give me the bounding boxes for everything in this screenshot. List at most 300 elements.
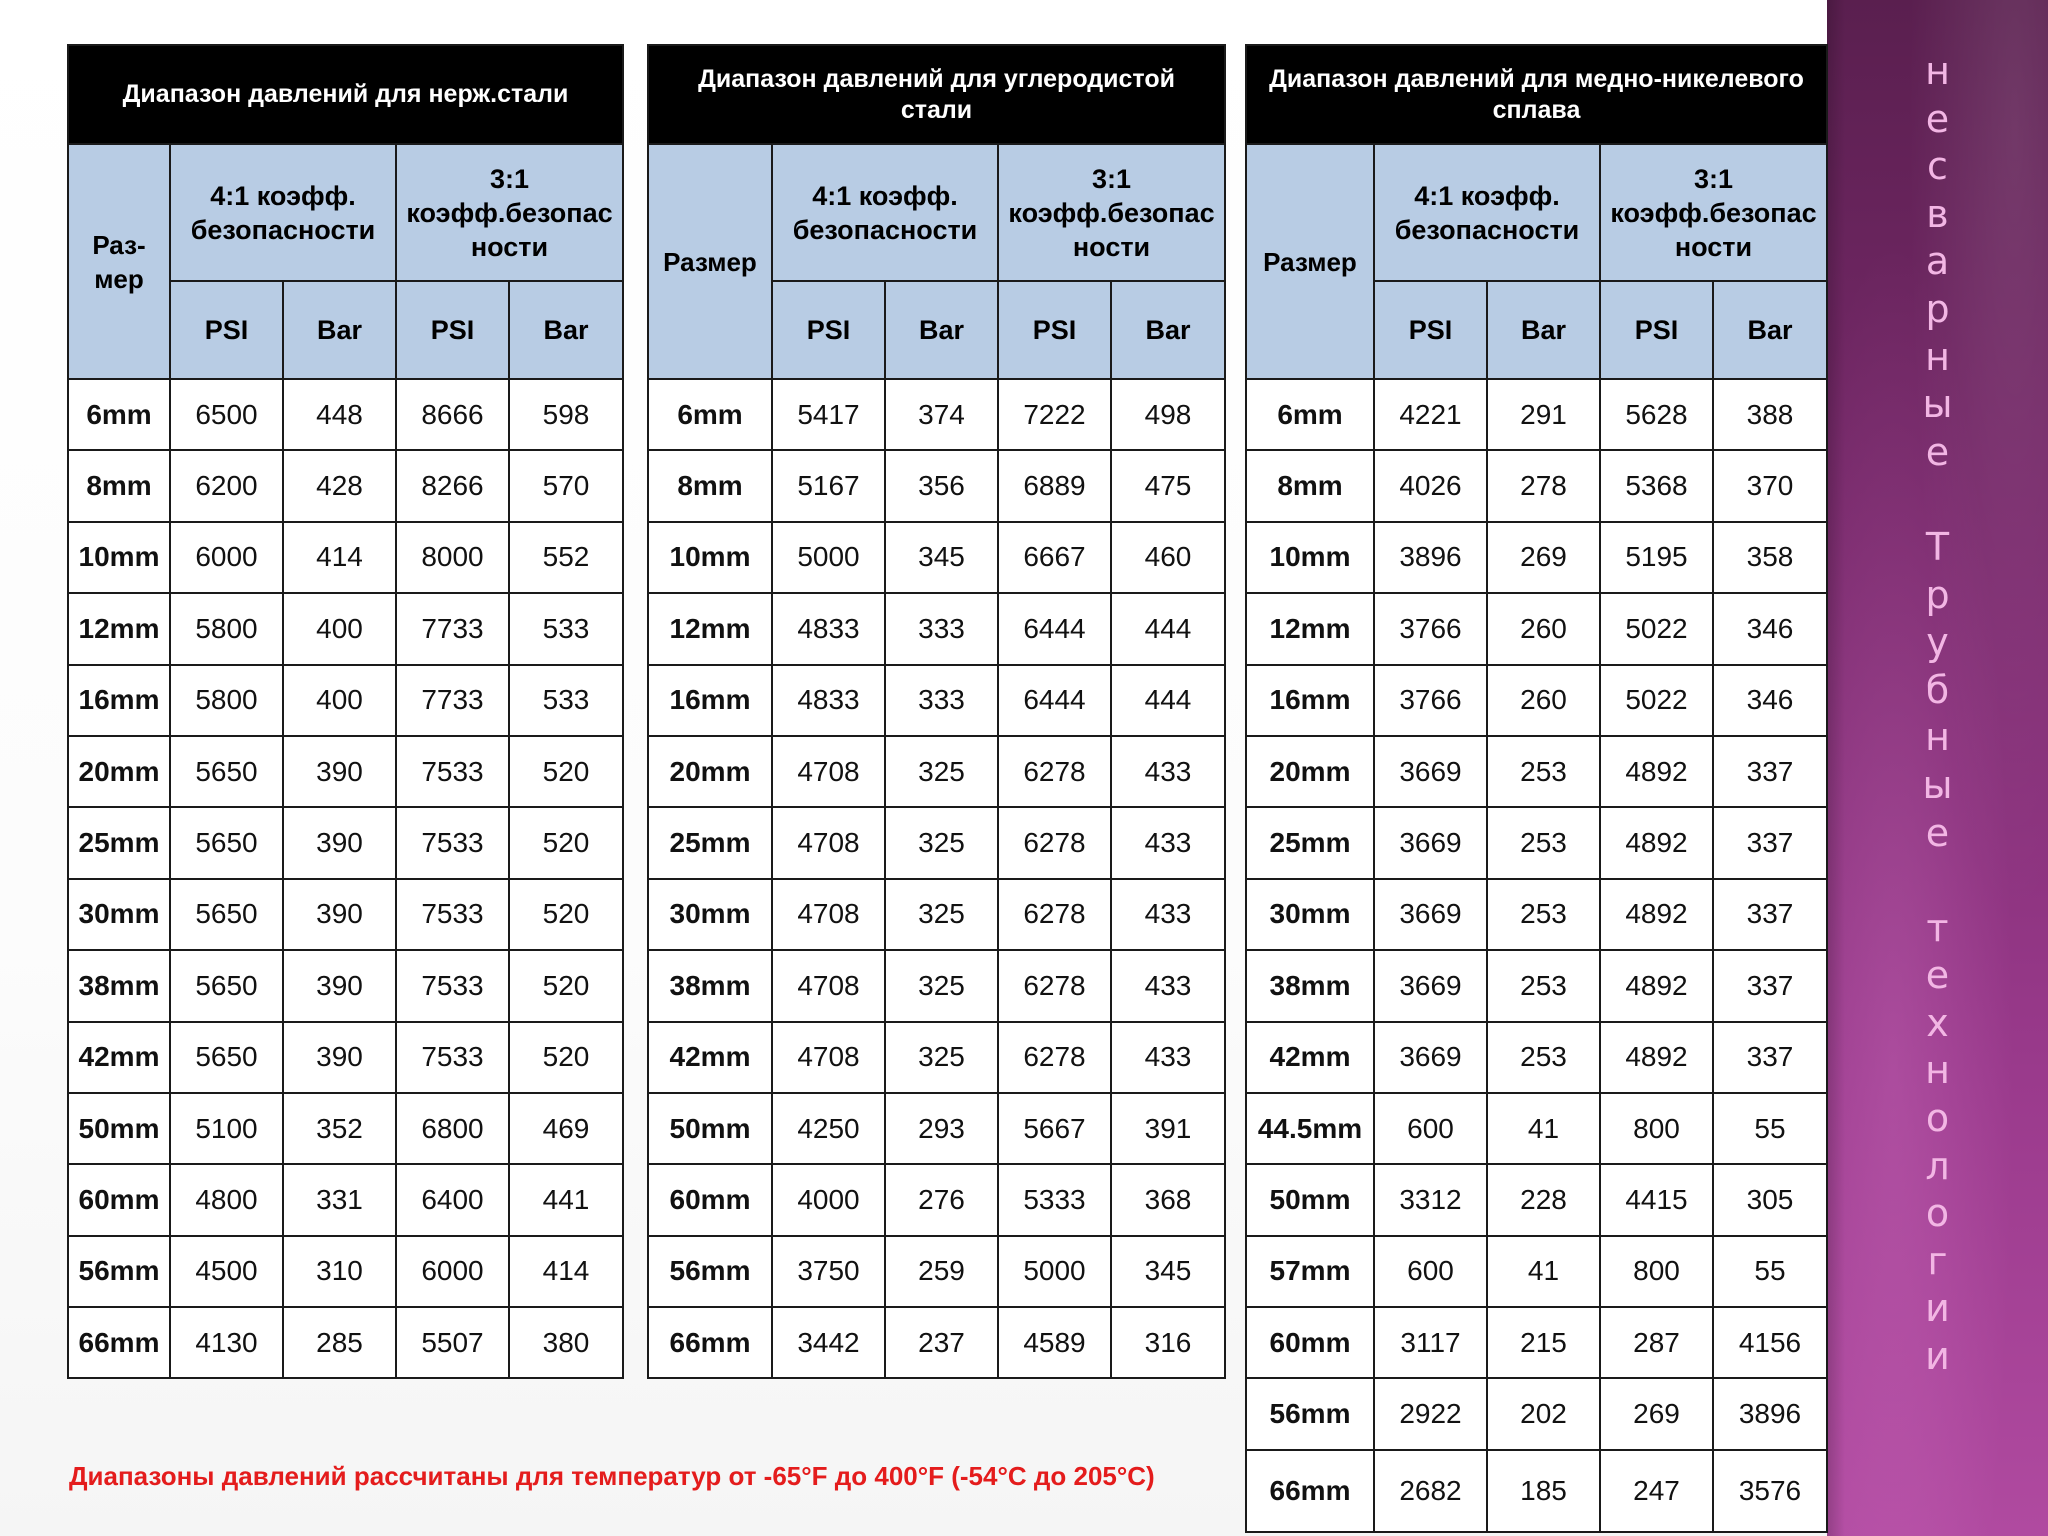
bar-4-1-cell: 400 bbox=[283, 593, 396, 664]
table-row bbox=[648, 950, 1225, 1021]
table-row bbox=[1246, 1307, 1827, 1378]
table-row bbox=[1246, 1236, 1827, 1307]
side-title-char: х bbox=[1926, 1000, 1949, 1045]
bar-4-1-cell: 333 bbox=[885, 665, 998, 736]
size-cell: 66mm bbox=[68, 1307, 170, 1378]
table-row bbox=[648, 450, 1225, 521]
size-cell: 25mm bbox=[1246, 807, 1374, 878]
size-cell: 60mm bbox=[648, 1164, 772, 1235]
bar-3-1-cell: 4156 bbox=[1713, 1307, 1827, 1378]
psi-3-1-cell: 269 bbox=[1600, 1378, 1713, 1449]
size-cell: 42mm bbox=[1246, 1022, 1374, 1093]
side-title-char: с bbox=[1927, 144, 1948, 189]
table-row bbox=[68, 879, 623, 950]
bar-3-1-cell: 380 bbox=[509, 1307, 623, 1378]
psi-4-1-cell: 5000 bbox=[772, 522, 885, 593]
bar-3-1-cell: 598 bbox=[509, 379, 623, 450]
side-panel bbox=[1827, 0, 2048, 1536]
bar-4-1-cell: 310 bbox=[283, 1236, 396, 1307]
psi-4-1-cell: 4221 bbox=[1374, 379, 1487, 450]
psi-3-1-cell: 7533 bbox=[396, 879, 509, 950]
size-cell: 50mm bbox=[648, 1093, 772, 1164]
table-row bbox=[1246, 736, 1827, 807]
bar-4-1-cell: 253 bbox=[1487, 950, 1600, 1021]
bar-3-1-cell: 520 bbox=[509, 1022, 623, 1093]
side-title-char: о bbox=[1925, 1191, 1950, 1236]
bar-4-1-cell: 278 bbox=[1487, 450, 1600, 521]
table-row bbox=[648, 522, 1225, 593]
table-row bbox=[68, 450, 623, 521]
psi-3-1-cell: 4892 bbox=[1600, 950, 1713, 1021]
unit-psi-header: PSI bbox=[1374, 281, 1487, 379]
table-row bbox=[68, 1164, 623, 1235]
psi-4-1-cell: 3117 bbox=[1374, 1307, 1487, 1378]
size-header: Размер bbox=[648, 144, 772, 379]
bar-4-1-cell: 374 bbox=[885, 379, 998, 450]
size-cell: 38mm bbox=[648, 950, 772, 1021]
psi-4-1-cell: 4500 bbox=[170, 1236, 283, 1307]
safety-factor-4-1-header: 4:1 коэфф. безопасности bbox=[1374, 144, 1600, 281]
size-cell: 20mm bbox=[1246, 736, 1374, 807]
temperature-note: Диапазоны давлений рассчитаны для температур от -65°F до 400°F (-54°C до 205°C) bbox=[69, 1461, 1155, 1491]
copper-nickel-table bbox=[1245, 44, 1828, 1533]
side-title-char: о bbox=[1925, 1096, 1950, 1141]
size-cell: 10mm bbox=[68, 522, 170, 593]
psi-3-1-cell: 6667 bbox=[998, 522, 1111, 593]
bar-4-1-cell: 352 bbox=[283, 1093, 396, 1164]
bar-4-1-cell: 253 bbox=[1487, 736, 1600, 807]
bar-3-1-cell: 337 bbox=[1713, 879, 1827, 950]
size-cell: 60mm bbox=[1246, 1307, 1374, 1378]
psi-4-1-cell: 3669 bbox=[1374, 807, 1487, 878]
bar-4-1-cell: 390 bbox=[283, 807, 396, 878]
side-title-char: н bbox=[1925, 49, 1950, 93]
table-row bbox=[1246, 1093, 1827, 1164]
size-cell: 6mm bbox=[1246, 379, 1374, 450]
bar-4-1-cell: 41 bbox=[1487, 1093, 1600, 1164]
psi-3-1-cell: 6278 bbox=[998, 736, 1111, 807]
psi-3-1-cell: 6800 bbox=[396, 1093, 509, 1164]
bar-4-1-cell: 260 bbox=[1487, 593, 1600, 664]
side-title-char: ы bbox=[1922, 382, 1953, 427]
table-row bbox=[68, 1093, 623, 1164]
size-cell: 38mm bbox=[68, 950, 170, 1021]
bar-4-1-cell: 390 bbox=[283, 950, 396, 1021]
unit-psi-header: PSI bbox=[170, 281, 283, 379]
psi-3-1-cell: 5022 bbox=[1600, 593, 1713, 664]
bar-4-1-cell: 333 bbox=[885, 593, 998, 664]
unit-bar-header: Bar bbox=[283, 281, 396, 379]
psi-3-1-cell: 5507 bbox=[396, 1307, 509, 1378]
psi-4-1-cell: 5650 bbox=[170, 736, 283, 807]
bar-3-1-cell: 520 bbox=[509, 950, 623, 1021]
bar-4-1-cell: 237 bbox=[885, 1307, 998, 1378]
psi-3-1-cell: 4892 bbox=[1600, 1022, 1713, 1093]
side-title-char: р bbox=[1925, 286, 1950, 331]
size-cell: 50mm bbox=[68, 1093, 170, 1164]
size-cell: 16mm bbox=[1246, 665, 1374, 736]
bar-3-1-cell: 337 bbox=[1713, 1022, 1827, 1093]
bar-4-1-cell: 428 bbox=[283, 450, 396, 521]
size-cell: 42mm bbox=[68, 1022, 170, 1093]
table-row bbox=[1246, 950, 1827, 1021]
psi-3-1-cell: 6278 bbox=[998, 1022, 1111, 1093]
psi-4-1-cell: 4026 bbox=[1374, 450, 1487, 521]
psi-4-1-cell: 600 bbox=[1374, 1236, 1487, 1307]
side-title-char: е bbox=[1925, 810, 1950, 855]
bar-3-1-cell: 316 bbox=[1111, 1307, 1225, 1378]
bar-4-1-cell: 202 bbox=[1487, 1378, 1600, 1449]
psi-3-1-cell: 6000 bbox=[396, 1236, 509, 1307]
bar-3-1-cell: 368 bbox=[1111, 1164, 1225, 1235]
psi-4-1-cell: 5650 bbox=[170, 879, 283, 950]
bar-3-1-cell: 337 bbox=[1713, 807, 1827, 878]
table-row bbox=[1246, 522, 1827, 593]
size-cell: 6mm bbox=[68, 379, 170, 450]
bar-3-1-cell: 337 bbox=[1713, 950, 1827, 1021]
size-cell: 56mm bbox=[68, 1236, 170, 1307]
bar-4-1-cell: 356 bbox=[885, 450, 998, 521]
side-title-char: б bbox=[1925, 667, 1950, 712]
side-title-char: р bbox=[1925, 572, 1950, 617]
psi-4-1-cell: 5800 bbox=[170, 593, 283, 664]
size-cell: 25mm bbox=[648, 807, 772, 878]
bar-3-1-cell: 570 bbox=[509, 450, 623, 521]
stainless-steel-table bbox=[67, 44, 624, 1379]
side-title-char: Т bbox=[1925, 524, 1950, 569]
psi-3-1-cell: 6444 bbox=[998, 593, 1111, 664]
psi-3-1-cell: 247 bbox=[1600, 1450, 1713, 1532]
bar-3-1-cell: 498 bbox=[1111, 379, 1225, 450]
bar-3-1-cell: 460 bbox=[1111, 522, 1225, 593]
psi-3-1-cell: 6889 bbox=[998, 450, 1111, 521]
table-row bbox=[1246, 1378, 1827, 1449]
table-row bbox=[68, 807, 623, 878]
psi-4-1-cell: 4708 bbox=[772, 1022, 885, 1093]
table-row bbox=[68, 379, 623, 450]
psi-3-1-cell: 7533 bbox=[396, 1022, 509, 1093]
bar-4-1-cell: 325 bbox=[885, 807, 998, 878]
psi-4-1-cell: 3766 bbox=[1374, 593, 1487, 664]
psi-4-1-cell: 3896 bbox=[1374, 522, 1487, 593]
side-title-char: н bbox=[1925, 334, 1950, 379]
unit-psi-header: PSI bbox=[772, 281, 885, 379]
bar-3-1-cell: 533 bbox=[509, 593, 623, 664]
psi-4-1-cell: 5167 bbox=[772, 450, 885, 521]
psi-4-1-cell: 3669 bbox=[1374, 879, 1487, 950]
table-row bbox=[1246, 879, 1827, 950]
psi-3-1-cell: 287 bbox=[1600, 1307, 1713, 1378]
bar-4-1-cell: 276 bbox=[885, 1164, 998, 1235]
bar-4-1-cell: 390 bbox=[283, 879, 396, 950]
bar-3-1-cell: 444 bbox=[1111, 665, 1225, 736]
size-header: Размер bbox=[1246, 144, 1374, 379]
size-cell: 12mm bbox=[1246, 593, 1374, 664]
unit-psi-header: PSI bbox=[1600, 281, 1713, 379]
table-row bbox=[648, 1307, 1225, 1378]
psi-4-1-cell: 6500 bbox=[170, 379, 283, 450]
bar-3-1-cell: 444 bbox=[1111, 593, 1225, 664]
size-cell: 44.5mm bbox=[1246, 1093, 1374, 1164]
side-title-char: е bbox=[1925, 429, 1950, 474]
psi-4-1-cell: 4833 bbox=[772, 593, 885, 664]
psi-3-1-cell: 5667 bbox=[998, 1093, 1111, 1164]
size-cell: 25mm bbox=[68, 807, 170, 878]
bar-4-1-cell: 325 bbox=[885, 879, 998, 950]
table-row bbox=[68, 522, 623, 593]
unit-bar-header: Bar bbox=[885, 281, 998, 379]
bar-4-1-cell: 253 bbox=[1487, 1022, 1600, 1093]
psi-3-1-cell: 6278 bbox=[998, 879, 1111, 950]
table-row bbox=[68, 593, 623, 664]
psi-3-1-cell: 5628 bbox=[1600, 379, 1713, 450]
side-title-char: в bbox=[1926, 191, 1949, 236]
bar-3-1-cell: 55 bbox=[1713, 1236, 1827, 1307]
table-row bbox=[648, 879, 1225, 950]
bar-4-1-cell: 260 bbox=[1487, 665, 1600, 736]
bar-3-1-cell: 433 bbox=[1111, 807, 1225, 878]
size-cell: 16mm bbox=[68, 665, 170, 736]
psi-3-1-cell: 5333 bbox=[998, 1164, 1111, 1235]
side-title-char bbox=[1918, 857, 1958, 905]
psi-3-1-cell: 800 bbox=[1600, 1093, 1713, 1164]
bar-3-1-cell: 55 bbox=[1713, 1093, 1827, 1164]
psi-3-1-cell: 4415 bbox=[1600, 1164, 1713, 1235]
bar-3-1-cell: 345 bbox=[1111, 1236, 1225, 1307]
psi-4-1-cell: 5650 bbox=[170, 950, 283, 1021]
table-title: Диапазон давлений для нерж.стали bbox=[68, 45, 623, 144]
size-cell: 20mm bbox=[648, 736, 772, 807]
size-cell: 60mm bbox=[68, 1164, 170, 1235]
bar-4-1-cell: 331 bbox=[283, 1164, 396, 1235]
psi-3-1-cell: 800 bbox=[1600, 1236, 1713, 1307]
psi-3-1-cell: 6278 bbox=[998, 950, 1111, 1021]
bar-3-1-cell: 533 bbox=[509, 665, 623, 736]
bar-3-1-cell: 305 bbox=[1713, 1164, 1827, 1235]
psi-4-1-cell: 3766 bbox=[1374, 665, 1487, 736]
psi-4-1-cell: 2682 bbox=[1374, 1450, 1487, 1532]
psi-3-1-cell: 7222 bbox=[998, 379, 1111, 450]
size-cell: 8mm bbox=[1246, 450, 1374, 521]
size-cell: 42mm bbox=[648, 1022, 772, 1093]
size-cell: 30mm bbox=[1246, 879, 1374, 950]
bar-3-1-cell: 520 bbox=[509, 736, 623, 807]
bar-4-1-cell: 400 bbox=[283, 665, 396, 736]
table-row bbox=[1246, 1450, 1827, 1532]
bar-3-1-cell: 346 bbox=[1713, 593, 1827, 664]
psi-4-1-cell: 5100 bbox=[170, 1093, 283, 1164]
psi-3-1-cell: 7733 bbox=[396, 593, 509, 664]
table-row bbox=[648, 1236, 1225, 1307]
table-row bbox=[1246, 807, 1827, 878]
psi-4-1-cell: 4708 bbox=[772, 807, 885, 878]
table-row bbox=[68, 1307, 623, 1378]
size-cell: 30mm bbox=[68, 879, 170, 950]
bar-3-1-cell: 346 bbox=[1713, 665, 1827, 736]
bar-4-1-cell: 285 bbox=[283, 1307, 396, 1378]
unit-bar-header: Bar bbox=[509, 281, 623, 379]
psi-4-1-cell: 5417 bbox=[772, 379, 885, 450]
safety-factor-4-1-header: 4:1 коэфф. безопасности bbox=[772, 144, 998, 281]
table-row bbox=[648, 1164, 1225, 1235]
table-row bbox=[68, 665, 623, 736]
size-cell: 30mm bbox=[648, 879, 772, 950]
table-row bbox=[648, 379, 1225, 450]
psi-4-1-cell: 3312 bbox=[1374, 1164, 1487, 1235]
psi-4-1-cell: 4708 bbox=[772, 879, 885, 950]
safety-factor-3-1-header: 3:1 коэфф.безопас ности bbox=[998, 144, 1225, 281]
side-title-char: н bbox=[1925, 1048, 1950, 1093]
table-row bbox=[648, 1022, 1225, 1093]
bar-3-1-cell: 433 bbox=[1111, 1022, 1225, 1093]
psi-4-1-cell: 4708 bbox=[772, 950, 885, 1021]
bar-4-1-cell: 325 bbox=[885, 1022, 998, 1093]
size-cell: 20mm bbox=[68, 736, 170, 807]
bar-4-1-cell: 253 bbox=[1487, 807, 1600, 878]
side-title bbox=[1827, 48, 2048, 1381]
side-title-char: и bbox=[1925, 1334, 1950, 1379]
psi-4-1-cell: 3442 bbox=[772, 1307, 885, 1378]
psi-3-1-cell: 6444 bbox=[998, 665, 1111, 736]
psi-3-1-cell: 5368 bbox=[1600, 450, 1713, 521]
psi-4-1-cell: 6000 bbox=[170, 522, 283, 593]
bar-4-1-cell: 215 bbox=[1487, 1307, 1600, 1378]
unit-psi-header: PSI bbox=[396, 281, 509, 379]
table-row bbox=[1246, 665, 1827, 736]
size-cell: 56mm bbox=[648, 1236, 772, 1307]
psi-3-1-cell: 7533 bbox=[396, 950, 509, 1021]
side-title-char: ы bbox=[1922, 762, 1953, 807]
table-row bbox=[1246, 1022, 1827, 1093]
table-title: Диапазон давлений для медно-никелевого сплава bbox=[1246, 45, 1827, 144]
table-row bbox=[1246, 593, 1827, 664]
bar-4-1-cell: 259 bbox=[885, 1236, 998, 1307]
psi-3-1-cell: 6400 bbox=[396, 1164, 509, 1235]
size-cell: 12mm bbox=[68, 593, 170, 664]
psi-3-1-cell: 7533 bbox=[396, 736, 509, 807]
side-title-char: л bbox=[1925, 1143, 1950, 1188]
table-row bbox=[648, 665, 1225, 736]
side-title-char: е bbox=[1925, 96, 1950, 141]
size-cell: 56mm bbox=[1246, 1378, 1374, 1449]
psi-4-1-cell: 4833 bbox=[772, 665, 885, 736]
unit-bar-header: Bar bbox=[1713, 281, 1827, 379]
psi-4-1-cell: 3669 bbox=[1374, 1022, 1487, 1093]
bar-4-1-cell: 390 bbox=[283, 1022, 396, 1093]
psi-3-1-cell: 8000 bbox=[396, 522, 509, 593]
size-cell: 38mm bbox=[1246, 950, 1374, 1021]
psi-4-1-cell: 3750 bbox=[772, 1236, 885, 1307]
table-row bbox=[648, 807, 1225, 878]
side-title-char: е bbox=[1925, 953, 1950, 998]
bar-3-1-cell: 358 bbox=[1713, 522, 1827, 593]
side-title-char: у bbox=[1926, 620, 1949, 665]
table-row bbox=[68, 1022, 623, 1093]
unit-bar-header: Bar bbox=[1487, 281, 1600, 379]
size-cell: 66mm bbox=[648, 1307, 772, 1378]
psi-4-1-cell: 5650 bbox=[170, 807, 283, 878]
psi-3-1-cell: 8666 bbox=[396, 379, 509, 450]
bar-3-1-cell: 552 bbox=[509, 522, 623, 593]
bar-3-1-cell: 3576 bbox=[1713, 1450, 1827, 1532]
bar-3-1-cell: 475 bbox=[1111, 450, 1225, 521]
size-cell: 8mm bbox=[648, 450, 772, 521]
psi-4-1-cell: 600 bbox=[1374, 1093, 1487, 1164]
bar-3-1-cell: 3896 bbox=[1713, 1378, 1827, 1449]
unit-bar-header: Bar bbox=[1111, 281, 1225, 379]
side-title-char: н bbox=[1925, 715, 1950, 760]
size-cell: 57mm bbox=[1246, 1236, 1374, 1307]
bar-3-1-cell: 370 bbox=[1713, 450, 1827, 521]
psi-4-1-cell: 5650 bbox=[170, 1022, 283, 1093]
size-cell: 16mm bbox=[648, 665, 772, 736]
size-cell: 8mm bbox=[68, 450, 170, 521]
bar-4-1-cell: 228 bbox=[1487, 1164, 1600, 1235]
psi-3-1-cell: 6278 bbox=[998, 807, 1111, 878]
safety-factor-3-1-header: 3:1 коэфф.безопас ности bbox=[1600, 144, 1827, 281]
table-row bbox=[648, 1093, 1225, 1164]
bar-3-1-cell: 520 bbox=[509, 879, 623, 950]
psi-3-1-cell: 4892 bbox=[1600, 879, 1713, 950]
psi-3-1-cell: 5022 bbox=[1600, 665, 1713, 736]
bar-4-1-cell: 414 bbox=[283, 522, 396, 593]
bar-3-1-cell: 520 bbox=[509, 807, 623, 878]
safety-factor-4-1-header: 4:1 коэфф. безопасности bbox=[170, 144, 396, 281]
table-row bbox=[648, 593, 1225, 664]
bar-3-1-cell: 469 bbox=[509, 1093, 623, 1164]
bar-3-1-cell: 414 bbox=[509, 1236, 623, 1307]
side-title-char: а bbox=[1925, 239, 1950, 284]
bar-3-1-cell: 433 bbox=[1111, 879, 1225, 950]
size-cell: 66mm bbox=[1246, 1450, 1374, 1532]
table-row bbox=[1246, 379, 1827, 450]
size-cell: 50mm bbox=[1246, 1164, 1374, 1235]
psi-3-1-cell: 4892 bbox=[1600, 736, 1713, 807]
bar-3-1-cell: 433 bbox=[1111, 736, 1225, 807]
table-title: Диапазон давлений для углеродистой стали bbox=[648, 45, 1225, 144]
bar-4-1-cell: 253 bbox=[1487, 879, 1600, 950]
table-row bbox=[1246, 1164, 1827, 1235]
table-row bbox=[68, 950, 623, 1021]
psi-3-1-cell: 7733 bbox=[396, 665, 509, 736]
bar-4-1-cell: 325 bbox=[885, 950, 998, 1021]
psi-3-1-cell: 4892 bbox=[1600, 807, 1713, 878]
bar-4-1-cell: 291 bbox=[1487, 379, 1600, 450]
psi-4-1-cell: 4708 bbox=[772, 736, 885, 807]
psi-4-1-cell: 4800 bbox=[170, 1164, 283, 1235]
side-title-char: и bbox=[1925, 1286, 1950, 1331]
table-row bbox=[648, 736, 1225, 807]
table-row bbox=[68, 736, 623, 807]
psi-4-1-cell: 2922 bbox=[1374, 1378, 1487, 1449]
psi-3-1-cell: 5195 bbox=[1600, 522, 1713, 593]
size-cell: 12mm bbox=[648, 593, 772, 664]
side-title-char: т bbox=[1926, 905, 1949, 950]
bar-4-1-cell: 325 bbox=[885, 736, 998, 807]
psi-3-1-cell: 8266 bbox=[396, 450, 509, 521]
bar-3-1-cell: 391 bbox=[1111, 1093, 1225, 1164]
psi-4-1-cell: 3669 bbox=[1374, 950, 1487, 1021]
bar-3-1-cell: 441 bbox=[509, 1164, 623, 1235]
psi-4-1-cell: 4250 bbox=[772, 1093, 885, 1164]
side-title-char bbox=[1918, 476, 1958, 524]
psi-4-1-cell: 6200 bbox=[170, 450, 283, 521]
bar-3-1-cell: 388 bbox=[1713, 379, 1827, 450]
bar-4-1-cell: 390 bbox=[283, 736, 396, 807]
size-cell: 6mm bbox=[648, 379, 772, 450]
safety-factor-3-1-header: 3:1 коэфф.безопас ности bbox=[396, 144, 623, 281]
side-title-char: г bbox=[1927, 1238, 1948, 1283]
